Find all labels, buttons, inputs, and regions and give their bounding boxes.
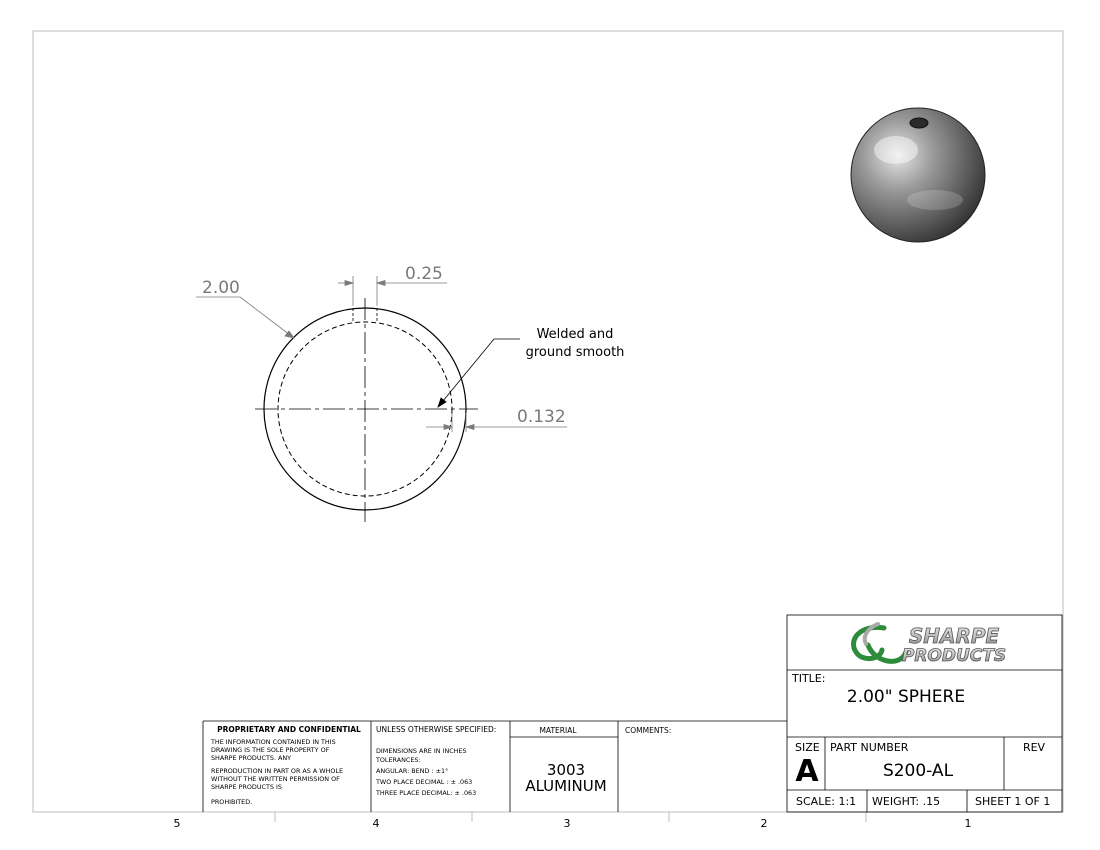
size-label: SIZE — [795, 741, 820, 754]
sphere-isometric-view — [851, 108, 985, 242]
proprietary-line: DRAWING IS THE SOLE PROPERTY OF — [211, 746, 330, 754]
zone-label-5: 5 — [173, 817, 181, 830]
logo-mark-icon — [854, 627, 906, 661]
material-header: MATERIAL — [539, 726, 577, 735]
title-label: TITLE: — [792, 672, 826, 685]
comments-header: COMMENTS: — [625, 726, 672, 735]
scale-field: SCALE: 1:1 — [796, 795, 857, 808]
proprietary-line: REPRODUCTION IN PART OR AS A WHOLE — [211, 767, 344, 775]
sheet-field: SHEET 1 OF 1 — [975, 795, 1051, 808]
tolerances-line: DIMENSIONS ARE IN INCHES — [376, 747, 467, 755]
sphere-hole — [910, 118, 928, 128]
sheet-size: A — [795, 754, 819, 789]
zone-label-1: 1 — [964, 817, 972, 830]
tolerances-line: TOLERANCES: — [376, 756, 421, 764]
logo-text-sharpe: SHARPE — [908, 624, 1000, 648]
part-number-label: PART NUMBER — [830, 741, 909, 754]
proprietary-line: WITHOUT THE WRITTEN PERMISSION OF — [211, 775, 340, 783]
sharpe-logo — [854, 624, 1007, 666]
tolerances-header: UNLESS OTHERWISE SPECIFIED: — [376, 725, 497, 734]
logo-text-products: PRODUCTS — [901, 646, 1007, 666]
tolerances-line: THREE PLACE DECIMAL: ± .063 — [376, 789, 477, 797]
note-line-2: ground smooth — [525, 345, 625, 360]
zone-label-3: 3 — [563, 817, 571, 830]
proprietary-line: PROHIBITED. — [211, 798, 253, 806]
dimension-wall-value: 0.132 — [517, 407, 566, 427]
drawing-title: 2.00" SPHERE — [846, 687, 966, 707]
proprietary-header: PROPRIETARY AND CONFIDENTIAL — [217, 725, 361, 734]
dimension-diameter-value: 2.00 — [202, 278, 240, 298]
note-leader — [438, 339, 520, 407]
zone-label-2: 2 — [760, 817, 768, 830]
note-line-1: Welded and — [536, 327, 614, 342]
proprietary-line: SHARPE PRODUCTS IS — [211, 783, 282, 791]
weight-field: WEIGHT: .15 — [872, 795, 941, 808]
tolerances-line: TWO PLACE DECIMAL : ± .063 — [376, 778, 473, 786]
zone-ticks — [275, 812, 866, 822]
dimension-diameter — [196, 297, 294, 338]
zone-label-4: 4 — [372, 817, 380, 830]
dimension-hole-value: 0.25 — [405, 264, 443, 284]
material-grade: 3003 — [546, 761, 586, 779]
proprietary-line: THE INFORMATION CONTAINED IN THIS — [211, 738, 336, 746]
material-name: ALUMINUM — [525, 777, 607, 795]
proprietary-line: SHARPE PRODUCTS. ANY — [211, 754, 292, 762]
tolerances-line: ANGULAR: BEND : ±1° — [376, 767, 449, 775]
rev-label: REV — [1022, 741, 1046, 754]
part-number: S200-AL — [882, 761, 954, 781]
